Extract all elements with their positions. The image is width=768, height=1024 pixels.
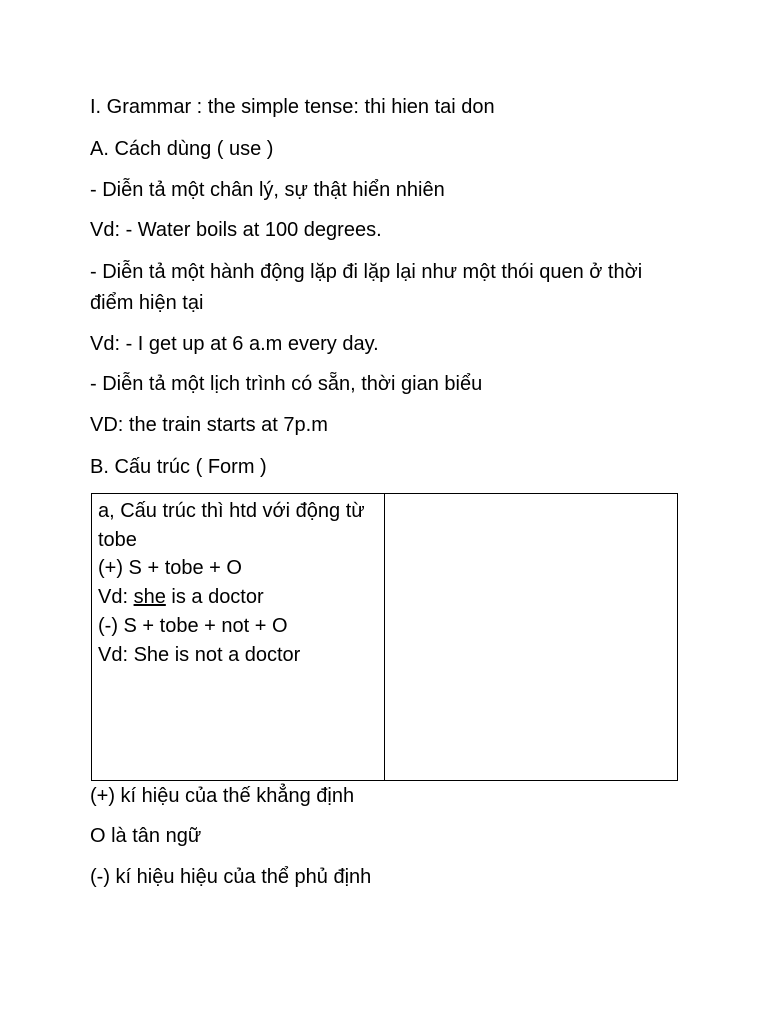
section-b-title: B. Cấu trúc ( Form ): [90, 456, 267, 478]
section-a-title: A. Cách dùng ( use ): [90, 138, 274, 160]
positive-formula: (+) S + tobe + O: [98, 557, 242, 580]
use-item-1: - Diễn tả một chân lý, sự thật hiển nhiên: [90, 179, 445, 201]
note-object: O là tân ngữ: [90, 825, 202, 847]
positive-example: [98, 583, 378, 612]
use-example-1: Vd: - Water boils at 100 degrees.: [90, 219, 382, 241]
positive-example-suffix: is a doctor: [165, 586, 264, 609]
negative-example: Vd: She is not a doctor: [98, 643, 301, 666]
form-cell-right: [385, 494, 678, 781]
positive-example-prefix: Vd:: [98, 586, 134, 609]
form-cell-left: [92, 494, 385, 781]
use-item-2: - Diễn tả một hành động lặp đi lặp lại như một thói quen ở thời điểm hiện tại: [90, 261, 643, 314]
use-example-3: VD: the train starts at 7p.m: [90, 414, 328, 436]
negative-formula: (-) S + tobe + not + O: [98, 614, 288, 637]
use-item-3: - Diễn tả một lịch trình có sẵn, thời gian biểu: [90, 373, 483, 395]
note-negative: (-) kí hiệu hiệu của thể phủ định: [90, 866, 372, 888]
underlined-subject: she: [133, 586, 166, 609]
table-row: [92, 494, 678, 781]
structure-title: a, Cấu trúc thì htd với động từ tobe: [98, 500, 365, 551]
grammar-heading: I. Grammar : the simple tense: thi hien tai don: [90, 96, 495, 118]
form-table: [91, 493, 678, 781]
use-example-2: Vd: - I get up at 6 a.m every day.: [90, 333, 379, 355]
note-positive: (+) kí hiệu của thế khẳng định: [90, 785, 355, 807]
